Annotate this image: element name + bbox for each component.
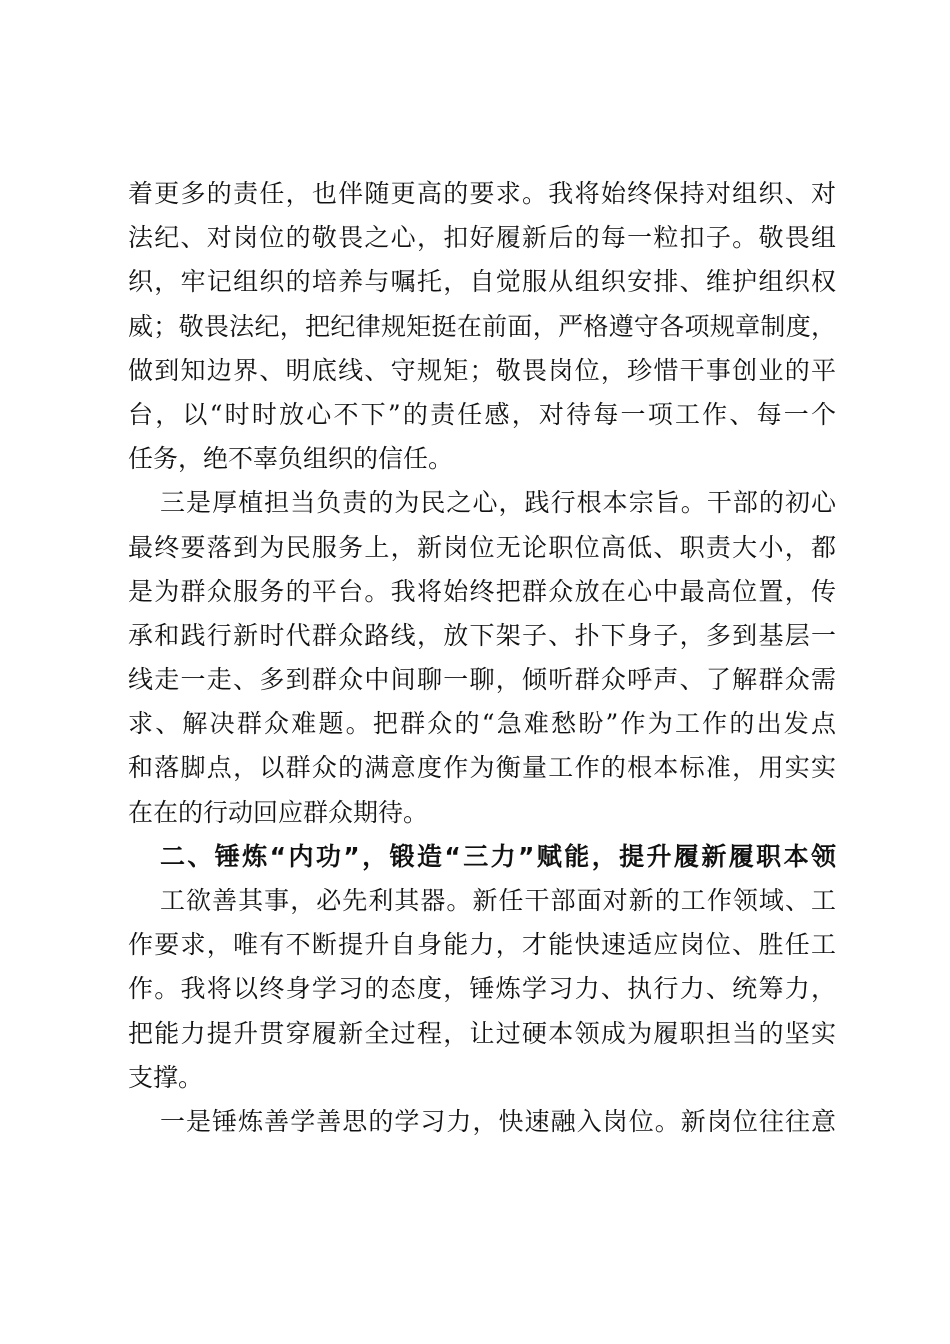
paragraph-line: 和落脚点，以群众的满意度作为衡量工作的根本标准，用实实 [128,753,836,783]
paragraph-line: 把能力提升贯穿履新全过程，让过硬本领成为履职担当的坚实 [128,1018,836,1048]
section-heading: 二、锤炼“内功”，锻造“三力”赋能，提升履新履职本领 [160,841,836,871]
paragraph-line: 承和践行新时代群众路线，放下架子、扑下身子，多到基层一 [128,620,836,650]
paragraph-line: 威；敬畏法纪，把纪律规矩挺在前面，严格遵守各项规章制度， [128,311,836,341]
paragraph-line: 一是锤炼善学善思的学习力，快速融入岗位。新岗位往往意 [160,1106,836,1136]
paragraph-line: 任务，绝不辜负组织的信任。 [128,444,454,474]
paragraph-line: 作。我将以终身学习的态度，锤炼学习力、执行力、统筹力， [128,974,836,1004]
paragraph-line: 织，牢记组织的培养与嘱托，自觉服从组织安排、维护组织权 [128,267,836,297]
paragraph-line: 在在的行动回应群众期待。 [128,797,429,827]
paragraph-line: 做到知边界、明底线、守规矩；敬畏岗位，珍惜干事创业的平 [128,355,836,385]
paragraph-line: 作要求，唯有不断提升自身能力，才能快速适应岗位、胜任工 [128,930,836,960]
paragraph-line: 线走一走、多到群众中间聊一聊，倾听群众呼声、了解群众需 [128,665,836,695]
paragraph-line: 是为群众服务的平台。我将始终把群众放在心中最高位置，传 [128,576,836,606]
paragraph-line: 求、解决群众难题。把群众的“急难愁盼”作为工作的出发点 [128,709,836,739]
document-body [128,172,836,1144]
paragraph-line: 法纪、对岗位的敬畏之心，扣好履新后的每一粒扣子。敬畏组 [128,223,836,253]
paragraph-line: 三是厚植担当负责的为民之心，践行根本宗旨。干部的初心 [160,488,836,518]
paragraph-line: 工欲善其事，必先利其器。新任干部面对新的工作领域、工 [160,886,836,915]
paragraph-line: 最终要落到为民服务上，新岗位无论职位高低、职责大小，都 [128,532,836,562]
paragraph-line: 台，以“时时放心不下”的责任感，对待每一项工作、每一个 [128,399,836,429]
paragraph-line: 着更多的责任，也伴随更高的要求。我将始终保持对组织、对 [128,179,836,208]
paragraph-line: 支撑。 [128,1062,204,1092]
